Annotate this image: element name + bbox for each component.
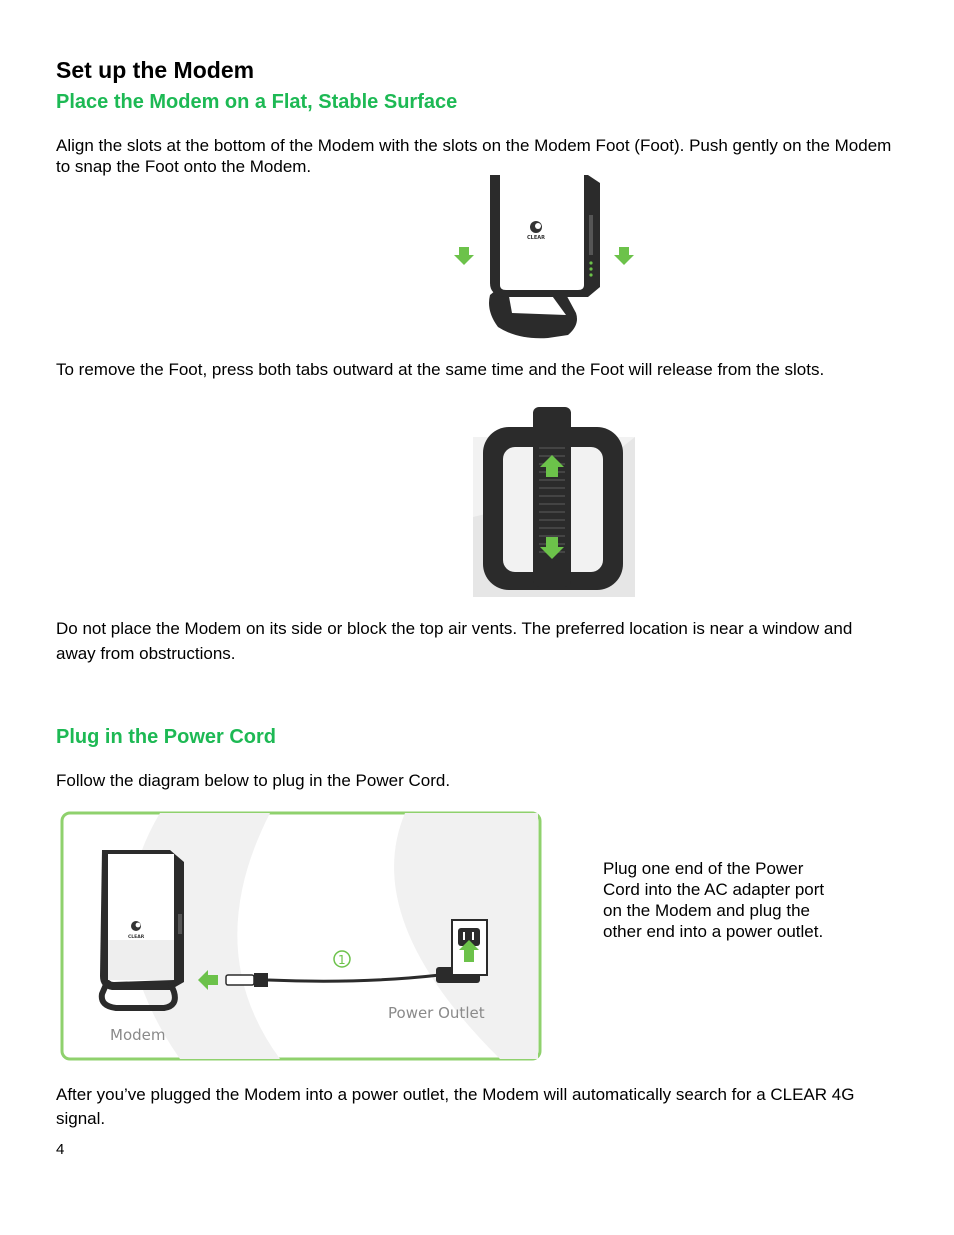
foot-release-illustration — [473, 407, 635, 597]
power-cord-diagram — [60, 810, 545, 1062]
paragraph-after-plugging: After you’ve plugged the Modem into a power outlet, the Modem will automatically search for a CLEAR 4G signal. — [56, 1085, 855, 1128]
section-heading-place-modem: Place the Modem on a Flat, Stable Surface — [56, 91, 458, 113]
power-outlet-label: Power Outlet — [388, 1004, 485, 1022]
power-outlet-icon — [452, 920, 487, 975]
modem-foot-attach-illustration — [450, 175, 640, 340]
step-number: 1 — [338, 953, 346, 967]
paragraph-placement: Do not place the Modem on its side or block the top air vents. The preferred location is near a window and away from obstructions. — [56, 619, 853, 663]
page-number: 4 — [56, 1141, 65, 1158]
paragraph-plug-instructions: Plug one end of the Power Cord into the AC adapter port on the Modem and plug the other end into a power outlet. — [603, 859, 825, 941]
modem-label: Modem — [110, 1026, 166, 1044]
svg-text:CLEAR: CLEAR — [527, 235, 545, 241]
paragraph-follow-diagram: Follow the diagram below to plug in the Power Cord. — [56, 771, 451, 790]
down-arrow-icon — [454, 247, 474, 265]
section-heading-power-cord: Plug in the Power Cord — [56, 726, 277, 748]
paragraph-remove-foot: To remove the Foot, press both tabs outward at the same time and the Foot will release from the slots. — [56, 360, 825, 379]
down-arrow-icon — [614, 247, 634, 265]
modem-device-icon — [100, 850, 184, 1008]
paragraph-align-slots: Align the slots at the bottom of the Modem with the slots on the Modem Foot (Foot). Push gently on the Modem to snap the Foot onto the Modem. — [56, 136, 892, 176]
page-title: Set up the Modem — [56, 57, 255, 83]
svg-text:CLEAR: CLEAR — [128, 935, 145, 940]
